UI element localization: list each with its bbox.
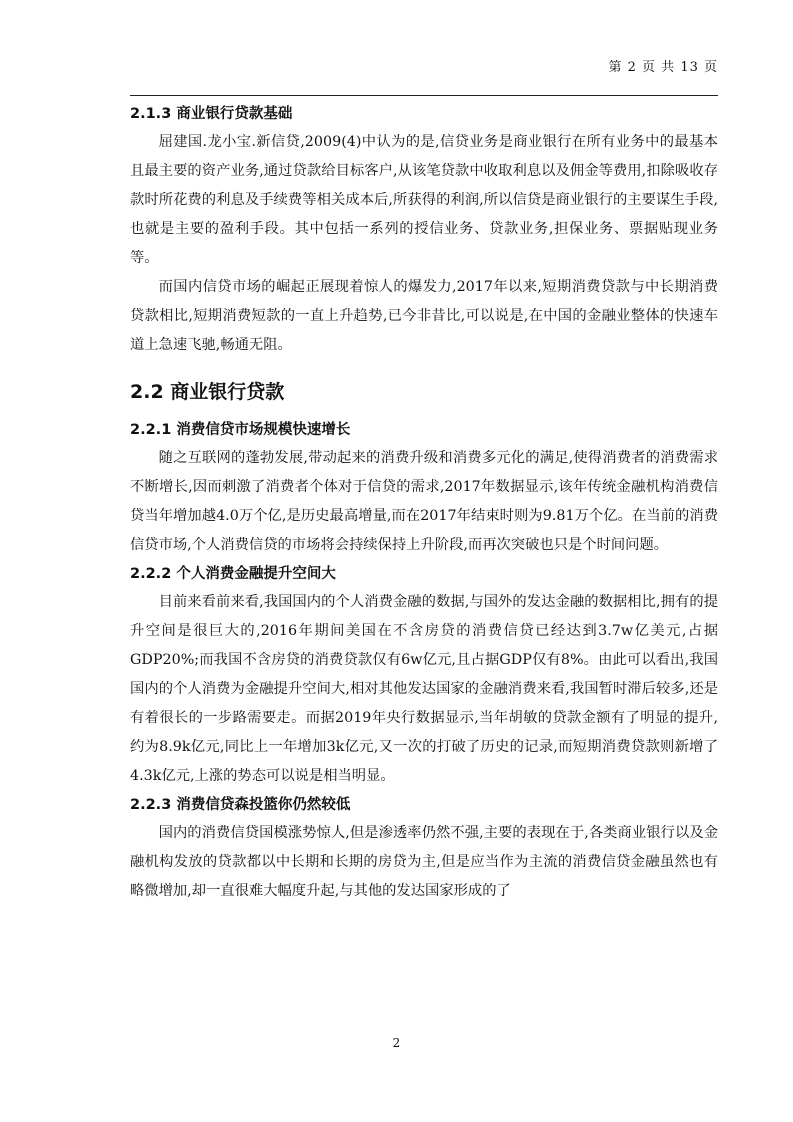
section-2-2-2-title: 2.2.2 个人消费金融提升空间大: [130, 566, 336, 582]
page-number: 2: [392, 1036, 401, 1050]
header-rule: [130, 95, 718, 96]
section-2-2-1-paragraph-1: 随之互联网的蓬勃发展,带动起来的消费升级和消费多元化的满足,使得消费者的消费需求不断增长,因而刺激了消费者个体对于信贷的需求,2017年数据显示,该年传统金融机构消费信贷当年增加越4.0万个亿,是历史最高增量,而在2017年结束时则为9.81万个亿。在当前的消费信贷市场,个人消费信贷的市场将会持续保持上升阶段,而再次突破也只是个时间问题。: [130, 450, 718, 553]
section-2-2-3-paragraph-1: 国内的消费信贷国模涨势惊人,但是渗透率仍然不强,主要的表现在于,各类商业银行以及金融机构发放的贷款都以中长期和长期的房贷为主,但是应当作为主流的消费信贷金融虽然也有略微增加,却一直很难大幅度升起,与其他的发达国家形成的了: [130, 825, 718, 899]
section-2-1-3-title: 2.1.3 商业银行贷款基础: [130, 106, 293, 122]
section-2-2-1-title: 2.2.1 消费信贷市场规模快速增长: [130, 422, 351, 438]
section-2-2-3-title: 2.2.3 消费信贷森投篮你仍然较低: [130, 797, 351, 813]
page-content: [130, 100, 718, 906]
section-2-2-title: 2.2 商业银行贷款: [130, 381, 285, 403]
section-2-2-2-paragraph-1: 目前来看前来看,我国国内的个人消费金融的数据,与国外的发达金融的数据相比,拥有的提升空间是很巨大的,2016年期间美国在不含房贷的消费信贷已经达到3.7w亿美元,占据GDP20%;而我国不含房贷的消费贷款仅有6w亿元,且占据GDP仅有8%。由此可以看出,我国国内的个人消费为金融提升空间大,相对其他发达国家的金融消费来看,我国暂时滞后较多,还是有着很长的一步路需要走。而据2019年央行数据显示,当年胡敏的贷款金额有了明显的提升,约为8.9k亿元,同比上一年增加3k亿元,又一次的打破了历史的记录,而短期消费贷款则新增了4.3k亿元,上涨的势态可以说是相当明显。: [130, 594, 718, 784]
section-2-1-3-paragraph-1: 屈建国.龙小宝.新信贷,2009(4)中认为的是,信贷业务是商业银行在所有业务中的最基本且最主要的资产业务,通过贷款给目标客户,从该笔贷款中收取利息以及佣金等费用,扣除吸收存款时所花费的利息及手续费等相关成本后,所获得的利润,所以信贷是商业银行的主要谋生手段,也就是主要的盈利手段。其中包括一系列的授信业务、贷款业务,担保业务、票据贴现业务等。: [130, 134, 718, 266]
section-2-1-3-paragraph-2: 而国内信贷市场的崛起正展现着惊人的爆发力,2017年以来,短期消费贷款与中长期消费贷款相比,短期消费短款的一直上升趋势,已今非昔比,可以说是,在中国的金融业整体的快速车道上急速飞驰,畅通无阻。: [130, 279, 718, 353]
page-header: 第 2 页 共 13 页: [608, 60, 718, 75]
